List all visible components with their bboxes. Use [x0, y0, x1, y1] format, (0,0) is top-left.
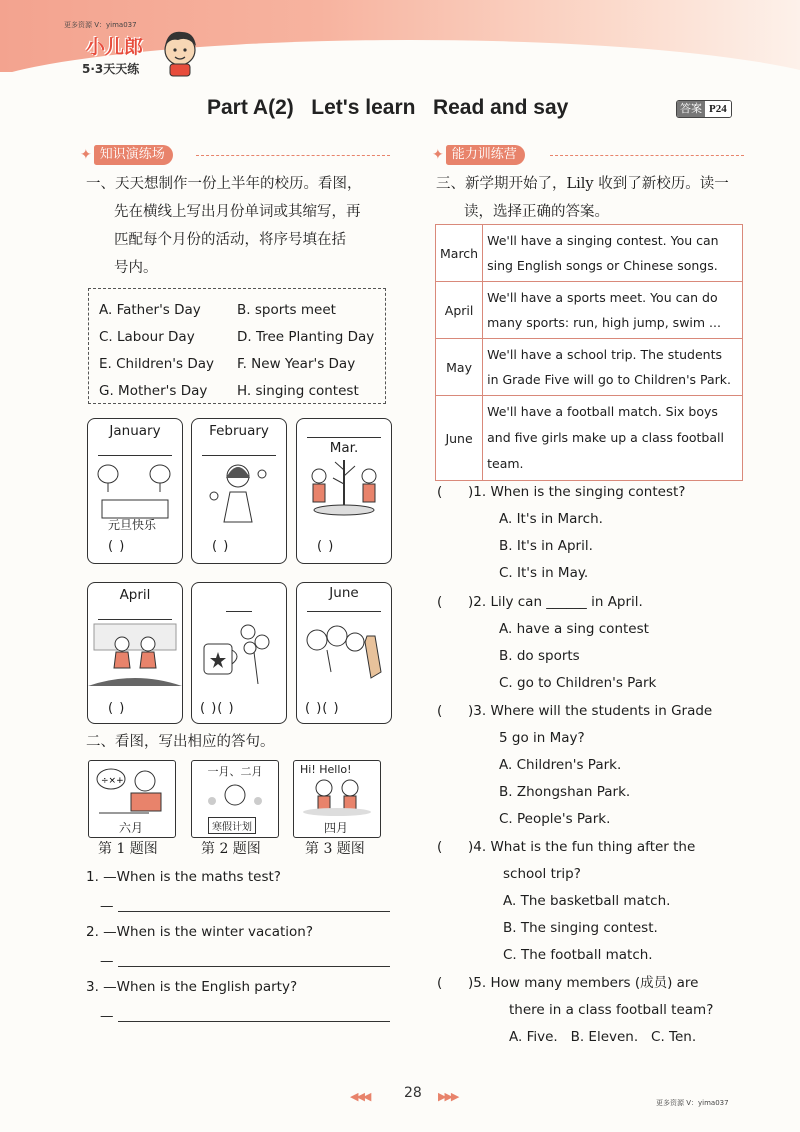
answer-dash: — — [100, 953, 114, 969]
figure-label: 第 1 题图 — [98, 841, 158, 857]
answer-paren: ( ) — [212, 539, 230, 554]
options-box — [88, 288, 386, 404]
question-stem: school trip? — [503, 866, 581, 882]
picture-march — [296, 418, 392, 564]
picture-label: April — [119, 587, 151, 603]
q1-line: 匹配每个月份的活动，将序号填在括 — [114, 232, 346, 248]
question-option: C. go to Children's Park — [499, 675, 657, 691]
boy-mascot-icon — [158, 26, 202, 78]
figure-label: 第 2 题图 — [201, 841, 261, 857]
question-option: B. Zhongshan Park. — [499, 784, 631, 800]
answer-label: 答案 — [677, 101, 705, 117]
option-item: B. sports meet — [237, 302, 336, 318]
question-option: C. People's Park. — [499, 811, 611, 827]
calendar-month: April — [436, 282, 483, 339]
children-running-icon — [88, 620, 182, 690]
small-pic-top: 一月、二月 — [207, 765, 263, 778]
q2-text: 二、看图，写出相应的答句。 — [86, 734, 275, 750]
question-stem: ( )3. Where will the students in Grade — [437, 703, 713, 719]
calendar-row — [436, 225, 743, 282]
calendar-line: sing English songs or Chinese songs. — [487, 258, 718, 273]
question-stem: there in a class football team? — [509, 1002, 714, 1018]
divider — [196, 155, 390, 156]
maths-test-icon — [89, 761, 175, 821]
picture-label: January — [109, 423, 161, 439]
q1-line: 一、天天想制作一份上半年的校历。看图， — [86, 176, 362, 192]
english-party-icon — [294, 776, 380, 816]
small-pic-caption: 四月 — [324, 821, 349, 835]
picture-label: February — [209, 423, 269, 439]
q1-line: 号内。 — [114, 260, 158, 276]
small-pic-1 — [88, 760, 176, 838]
calendar-line: We'll have a football match. Six boys — [487, 404, 718, 419]
calendar-line: We'll have a sports meet. You can do — [487, 290, 718, 305]
answer-paren: ( )( ) — [305, 701, 340, 716]
vacation-plan-icon — [192, 779, 278, 819]
option-item: A. Father's Day — [99, 302, 201, 318]
figure-label: 第 3 题图 — [305, 841, 365, 857]
prev-arrows-icon: ◀◀◀ — [350, 1090, 370, 1103]
calendar-line: We'll have a school trip. The students — [487, 347, 723, 362]
calendar-line: We'll have a singing contest. You can — [487, 233, 719, 248]
calendar-row — [436, 396, 743, 481]
q3-line: 读，选择正确的答案。 — [464, 204, 609, 220]
question-option: A. The basketball match. — [503, 893, 671, 909]
tree-planting-icon — [297, 456, 391, 516]
question-option: A. It's in March. — [499, 511, 603, 527]
divider — [550, 155, 744, 156]
answer-page: P24 — [705, 101, 731, 117]
answer-badge — [676, 100, 732, 118]
banner-caption: 元旦快乐 — [108, 518, 157, 532]
sub-question: 2. —When is the winter vacation? — [86, 924, 314, 940]
answer-line — [118, 966, 390, 967]
calendar-month: May — [436, 339, 483, 396]
star-icon: ✦ — [80, 147, 92, 163]
sub-question: 1. —When is the maths test? — [86, 869, 281, 885]
calendar-month: June — [436, 396, 483, 481]
option-item: D. Tree Planting Day — [237, 329, 375, 345]
picture-january — [87, 418, 183, 564]
answer-paren: ( ) — [108, 539, 126, 554]
next-arrows-icon: ▶▶▶ — [438, 1090, 458, 1103]
small-pic-3 — [293, 760, 381, 838]
picture-may — [191, 582, 287, 724]
section-tag-label: 知识演练场 — [94, 145, 173, 165]
picture-february — [191, 418, 287, 564]
calendar-text — [483, 282, 743, 339]
option-item: F. New Year's Day — [237, 356, 356, 372]
answer-line — [118, 911, 390, 912]
q3-text — [436, 170, 729, 226]
sub-question: 3. —When is the English party? — [86, 979, 298, 995]
girl-flowers-icon — [192, 456, 286, 526]
logo-name: 小儿郎 — [86, 36, 144, 58]
balloons-tie-icon — [297, 612, 391, 692]
question-option: B. do sports — [499, 648, 580, 664]
option-item: G. Mother's Day — [99, 383, 208, 399]
watermark-bottom: 更多资源 V：yima037 — [656, 1099, 729, 1107]
small-pic-caption: 寒假计划 — [208, 817, 256, 834]
answer-dash: — — [100, 898, 114, 914]
calendar-row — [436, 282, 743, 339]
answer-paren: ( )( ) — [200, 701, 235, 716]
section-tag-label: 能力训练营 — [446, 145, 525, 165]
q3-line: 三、新学期开始了，Lily 收到了新校历。读一 — [436, 176, 729, 192]
answer-dash: — — [100, 1008, 114, 1024]
calendar-line: in Grade Five will go to Children's Park. — [487, 372, 731, 387]
section-tag-right — [432, 145, 525, 165]
question-option: A. Five. B. Eleven. C. Ten. — [509, 1029, 697, 1045]
cup-flowers-icon — [192, 612, 286, 692]
school-calendar — [435, 224, 743, 481]
page-title: Part A(2) Let's learn Read and say — [207, 96, 569, 119]
small-pic-2 — [191, 760, 279, 838]
question-stem: 5 go in May? — [499, 730, 585, 746]
small-pic-caption: 六月 — [119, 821, 144, 835]
question-stem: ( )2. Lily can ______ in April. — [437, 594, 643, 610]
question-2 — [437, 589, 656, 697]
star-icon: ✦ — [432, 147, 444, 163]
question-option: A. have a sing contest — [499, 621, 649, 637]
calendar-row — [436, 339, 743, 396]
page-number: 28 — [404, 1085, 422, 1101]
question-option: B. The singing contest. — [503, 920, 658, 936]
answer-paren: ( ) — [108, 701, 126, 716]
calendar-month: March — [436, 225, 483, 282]
option-item: H. singing contest — [237, 383, 359, 399]
option-item: E. Children's Day — [99, 356, 214, 372]
q1-line: 先在横线上写出月份单词或其缩写，再 — [114, 204, 361, 220]
question-option: A. Children's Park. — [499, 757, 622, 773]
question-5 — [437, 970, 713, 1051]
calendar-text — [483, 339, 743, 396]
answer-paren: ( ) — [317, 539, 335, 554]
q1-text — [86, 170, 362, 282]
answer-line — [307, 437, 381, 438]
calendar-text — [483, 396, 743, 481]
question-option: C. It's in May. — [499, 565, 589, 581]
picture-june — [296, 582, 392, 724]
question-option: C. The football match. — [503, 947, 653, 963]
picture-april — [87, 582, 183, 724]
calendar-line: team. — [487, 456, 524, 471]
logo — [78, 28, 208, 84]
question-stem: ( )1. When is the singing contest? — [437, 484, 686, 500]
question-3 — [437, 698, 712, 833]
option-item: C. Labour Day — [99, 329, 195, 345]
question-option: B. It's in April. — [499, 538, 593, 554]
picture-label: June — [329, 585, 359, 601]
watermark-top: 更多资源 V：yima037 — [64, 21, 137, 29]
question-4 — [437, 834, 695, 969]
svg-text:÷×+: ÷×+ — [101, 776, 124, 786]
calendar-text — [483, 225, 743, 282]
answer-line — [118, 1021, 390, 1022]
section-tag-left — [80, 145, 173, 165]
calendar-line: and five girls make up a class football — [487, 430, 724, 445]
small-pic-top: Hi! Hello! — [300, 763, 352, 776]
picture-label: Mar. — [329, 440, 359, 456]
calendar-line: many sports: run, high jump, swim ... — [487, 315, 721, 330]
question-1 — [437, 479, 685, 587]
question-stem: ( )5. How many members (成员) are — [437, 975, 699, 991]
logo-series: 5·3天天练 — [82, 62, 140, 76]
question-stem: ( )4. What is the fun thing after the — [437, 839, 696, 855]
